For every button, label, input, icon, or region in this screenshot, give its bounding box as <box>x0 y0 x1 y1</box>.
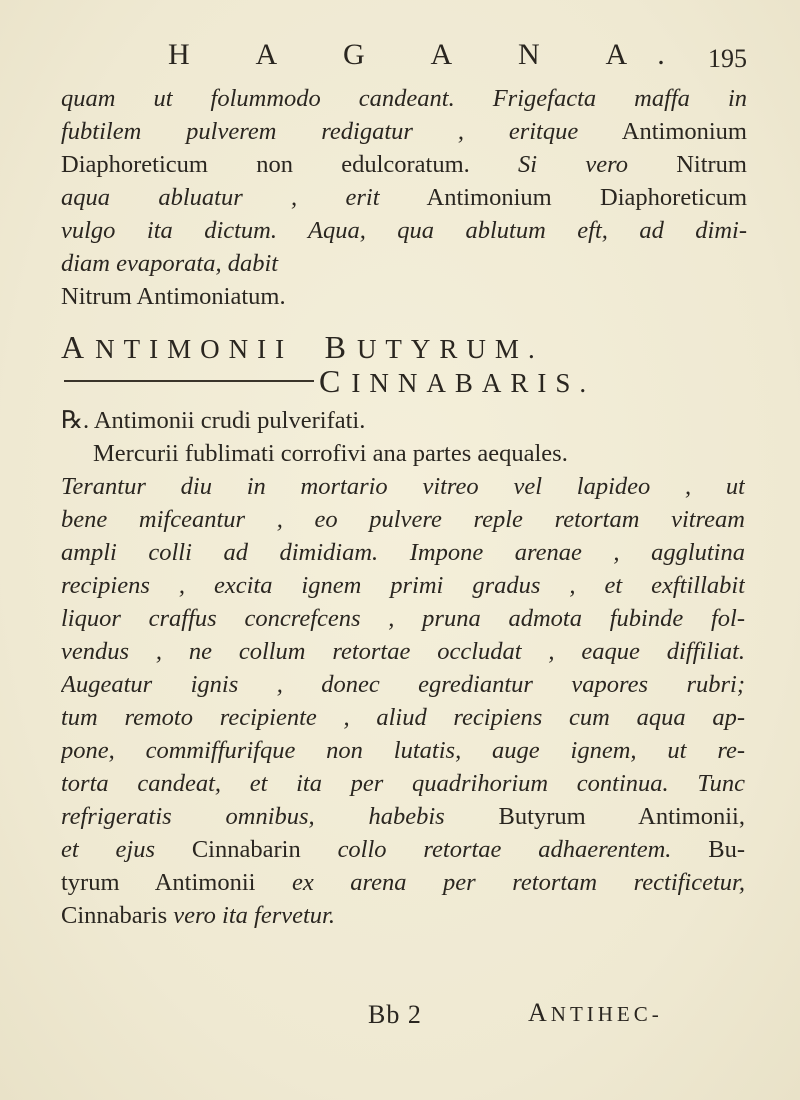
text-run: recipiens , excita ignem primi gradus , et exftillabit <box>61 572 745 599</box>
text-line <box>61 734 745 767</box>
text-run: pone, commiffurifque non lutatis, auge ignem, ut re- <box>61 737 745 764</box>
section-subheading <box>61 363 761 399</box>
text-line <box>61 767 745 800</box>
text-line: fubtilem pulverem redigatur , eritque Antimonium <box>61 118 747 145</box>
text-line <box>61 569 745 602</box>
text-run: torta candeat, et ita per quadrihorium continua. Tunc <box>61 770 745 797</box>
text-line <box>61 635 745 668</box>
running-head: H A G A N A. <box>168 38 695 71</box>
text-line: aqua abluatur , erit Antimonium Diaphoreticum <box>61 184 747 211</box>
section-heading: ANTIMONII BUTYRUM. <box>61 329 544 365</box>
recipe-paragraph <box>61 404 745 932</box>
text-run: Butyrum Antimonii, <box>498 803 745 830</box>
text-run: ampli colli ad dimidiam. Impone arenae , agglutina <box>61 539 745 566</box>
text-run: collo retortae adhaerentem. <box>337 836 672 863</box>
text-run: bene mifceantur , eo pulvere reple retortam vitream <box>61 506 745 533</box>
text-run: vendus , ne collum retortae occludat , eaque diffiliat. <box>61 638 745 665</box>
text-run: liquor craffus concrefcens , pruna admota fubinde fol- <box>61 605 745 632</box>
rule-line <box>64 380 314 382</box>
text-line <box>61 833 745 866</box>
text-line <box>61 503 745 536</box>
paragraph-antimonium <box>61 82 747 313</box>
catchword: ANTIHEC- <box>528 998 663 1027</box>
text-line <box>61 470 745 503</box>
signature-mark: Bb 2 <box>368 1000 422 1029</box>
text-run: ex arena per retortam rectificetur, <box>291 869 745 896</box>
text-run: Bu- <box>671 836 745 863</box>
text-run: et ejus <box>61 836 192 863</box>
text-line <box>61 668 745 701</box>
text-run: ℞. Antimonii crudi pulverifati. <box>61 407 366 434</box>
text-run: tyrum Antimonii <box>61 869 292 896</box>
text-line: diam evaporata, dabit <box>61 250 279 277</box>
text-line <box>61 437 745 470</box>
subheading-text: CINNABARIS. <box>319 363 596 399</box>
text-run: Terantur diu in mortario vitreo vel lapideo , ut <box>61 473 745 500</box>
text-line: quam ut folummodo candeant. Frigefacta maffa in <box>61 85 747 112</box>
text-run: Cinnabarin <box>191 836 338 863</box>
text-line: Nitrum Antimoniatum. <box>61 283 286 310</box>
text-line <box>61 602 745 635</box>
text-line: Diaphoreticum non edulcoratum. Si vero Nitrum <box>61 151 747 178</box>
text-line <box>61 866 745 899</box>
text-run: Cinnabaris <box>61 902 174 929</box>
text-run: vero ita fervetur. <box>173 902 335 929</box>
text-line <box>61 701 745 734</box>
text-run: Augeatur ignis , donec egrediantur vapores rubri; <box>61 671 745 698</box>
text-line <box>61 404 745 437</box>
text-line <box>61 536 745 569</box>
page-number: 195 <box>708 44 747 73</box>
text-run: refrigeratis omnibus, habebis <box>61 803 499 830</box>
text-line <box>61 800 745 833</box>
text-line: vulgo ita dictum. Aqua, qua ablutum eft, ad dimi- <box>61 217 747 244</box>
text-line <box>61 899 745 932</box>
text-run: Mercurii fublimati corrofivi ana partes aequales. <box>93 440 568 467</box>
text-run: tum remoto recipiente , aliud recipiens cum aqua ap- <box>61 704 745 731</box>
